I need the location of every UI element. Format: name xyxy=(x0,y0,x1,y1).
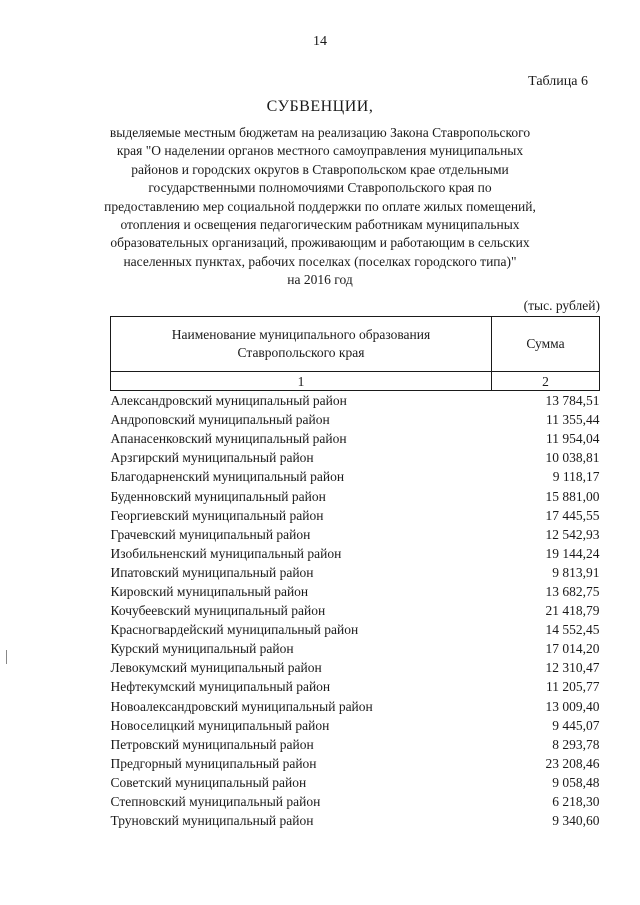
table-row xyxy=(111,601,600,620)
row-name: Грачевский муниципальный район xyxy=(110,526,311,542)
table-row xyxy=(111,792,600,811)
table-row xyxy=(111,735,600,754)
row-name: Александровский муниципальный район xyxy=(110,393,347,409)
row-amount: 23 208,46 xyxy=(545,755,600,771)
subtitle-line: государственными полномочиями Ставропольского края по xyxy=(148,180,492,196)
table-row xyxy=(111,811,600,830)
table-row xyxy=(111,448,600,467)
row-amount: 12 542,93 xyxy=(545,526,600,542)
column-number-1: 1 xyxy=(111,372,492,391)
row-amount: 9 058,48 xyxy=(552,774,600,790)
table-row xyxy=(111,391,600,411)
column-header-name xyxy=(111,317,492,372)
row-name: Нефтекумский муниципальный район xyxy=(110,679,331,695)
row-name: Георгиевский муниципальный район xyxy=(110,507,324,523)
row-name: Красногвардейский муниципальный район xyxy=(110,622,359,638)
subventions-table xyxy=(110,316,600,830)
subtitle-line: выделяемые местным бюджетам на реализацию Закона Ставропольского xyxy=(109,125,531,140)
document-title: СУБВЕНЦИИ, xyxy=(266,98,374,115)
row-name: Курский муниципальный район xyxy=(110,641,294,657)
row-amount: 9 445,07 xyxy=(552,717,600,733)
column-header-sum: Сумма xyxy=(492,317,600,372)
row-amount: 9 340,60 xyxy=(552,813,600,829)
table-row xyxy=(111,754,600,773)
row-amount: 12 310,47 xyxy=(545,660,600,676)
row-name: Советский муниципальный район xyxy=(110,774,307,790)
row-name: Кировский муниципальный район xyxy=(110,583,309,599)
row-amount: 19 144,24 xyxy=(545,545,600,561)
table-row xyxy=(111,544,600,563)
row-amount: 15 881,00 xyxy=(545,488,600,504)
row-name: Арзгирский муниципальный район xyxy=(110,450,314,466)
row-name: Апанасенковский муниципальный район xyxy=(110,431,347,447)
document-subtitle xyxy=(100,124,540,290)
row-amount: 11 205,77 xyxy=(546,679,600,695)
table-row xyxy=(111,658,600,677)
table-row xyxy=(111,697,600,716)
subtitle-line: отопления и освещения педагогическим работникам муниципальных xyxy=(120,217,520,233)
row-name: Кочубеевский муниципальный район xyxy=(110,603,326,619)
table-row xyxy=(111,582,600,601)
subtitle-line: предоставлению мер социальной поддержки по оплате жилых помещений, xyxy=(104,198,536,214)
subtitle-line: края "О наделении органов местного самоуправления муниципальных xyxy=(116,143,524,159)
table-row xyxy=(111,773,600,792)
table-row xyxy=(111,410,600,429)
subtitle-line: районов и городских округов в Ставропольском крае отдельными xyxy=(131,161,509,177)
row-name: Предгорный муниципальный район xyxy=(110,755,317,771)
row-name: Изобильненский муниципальный район xyxy=(110,545,342,561)
row-name: Благодарненский муниципальный район xyxy=(110,469,345,485)
row-name: Новоалександровский муниципальный район xyxy=(110,698,373,714)
row-name: Левокумский муниципальный район xyxy=(110,660,322,676)
table-label: Таблица 6 xyxy=(528,74,588,89)
row-name: Новоселицкий муниципальный район xyxy=(110,717,330,733)
table-row xyxy=(111,563,600,582)
table-row xyxy=(111,467,600,486)
row-name: Труновский муниципальный район xyxy=(110,813,314,829)
table-row xyxy=(111,716,600,735)
subtitle-line: на 2016 год xyxy=(287,272,353,288)
table-row xyxy=(111,486,600,505)
row-amount: 8 293,78 xyxy=(552,736,600,752)
units-label: (тыс. рублей) xyxy=(523,298,600,313)
subtitle-line: населенных пунктах, рабочих поселках (поселках городского типа)" xyxy=(123,253,517,269)
row-amount: 10 038,81 xyxy=(545,450,600,466)
table-row xyxy=(111,620,600,639)
table-row xyxy=(111,677,600,696)
row-name: Ипатовский муниципальный район xyxy=(110,564,314,580)
row-amount: 11 954,04 xyxy=(546,431,600,447)
column-header-name-line2: Ставропольского края xyxy=(237,345,365,360)
row-amount: 13 682,75 xyxy=(545,583,600,599)
row-amount: 6 218,30 xyxy=(552,794,600,810)
row-name: Андроповский муниципальный район xyxy=(110,412,330,428)
table-row xyxy=(111,429,600,448)
row-amount: 9 118,17 xyxy=(552,469,600,485)
table-row xyxy=(111,639,600,658)
column-header-name-line1: Наименование муниципального образования xyxy=(171,327,431,342)
table-row xyxy=(111,506,600,525)
row-amount: 14 552,45 xyxy=(545,622,600,638)
row-amount: 11 355,44 xyxy=(546,412,600,428)
row-name: Степновский муниципальный район xyxy=(110,794,321,810)
row-name: Буденновский муниципальный район xyxy=(110,488,326,504)
row-name: Петровский муниципальный район xyxy=(110,736,314,752)
column-number-2: 2 xyxy=(492,372,600,391)
row-amount: 17 445,55 xyxy=(545,507,600,523)
scan-mark xyxy=(6,650,7,664)
row-amount: 13 009,40 xyxy=(545,698,600,714)
subtitle-line: образовательных организаций, проживающим и работающим в сельских xyxy=(110,235,530,251)
row-amount: 21 418,79 xyxy=(545,603,600,619)
table-row xyxy=(111,525,600,544)
page-number: 14 xyxy=(313,34,327,49)
row-amount: 17 014,20 xyxy=(545,641,600,657)
row-amount: 9 813,91 xyxy=(552,564,600,580)
row-amount: 13 784,51 xyxy=(545,393,600,409)
